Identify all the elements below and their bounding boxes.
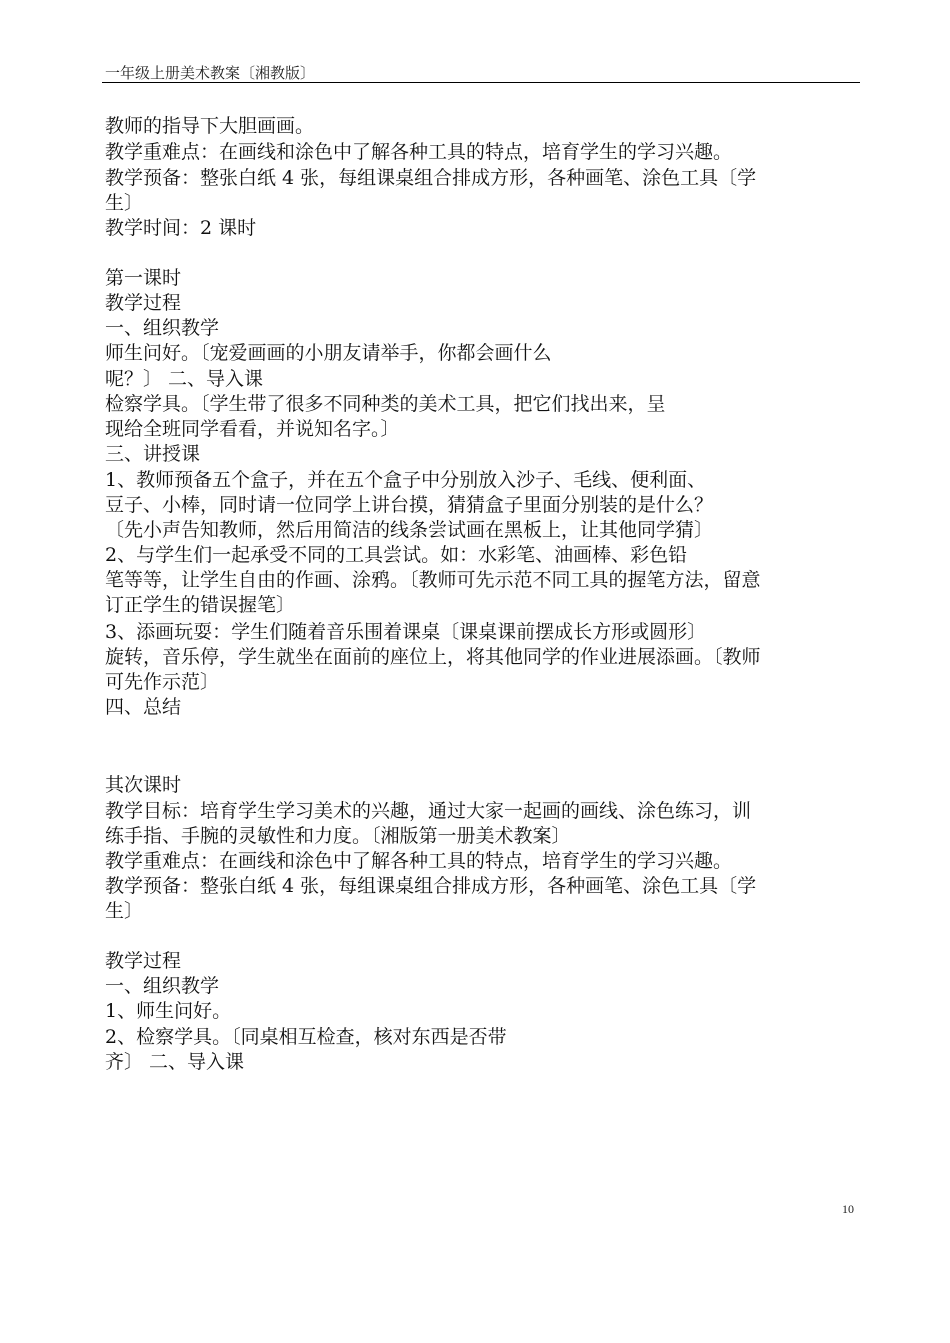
body-line: 生〕 [105, 900, 144, 922]
body-line: 1、师生问好。 [105, 1000, 232, 1022]
body-line: 生〕 [105, 192, 144, 214]
body-line: 笔等等，让学生自由的作画、涂鸦。〔教师可先示范不同工具的握笔方法，留意 [105, 569, 761, 591]
body-line: 练手指、手腕的灵敏性和力度。〔湘版第一册美术教案〕 [105, 825, 571, 847]
body-line: 3、添画玩耍：学生们随着音乐围着课桌〔课桌课前摆成长方形或圆形〕 [105, 621, 707, 643]
body-line: 三、讲授课 [105, 443, 201, 465]
body-line: 教学重难点：在画线和涂色中了解各种工具的特点，培育学生的学习兴趣。 [105, 141, 733, 163]
section-heading: 其次课时 [105, 774, 182, 796]
body-line: 师生问好。〔宠爱画画的小朋友请举手，你都会画什么 [105, 342, 552, 364]
body-line: 2、与学生们一起承受不同的工具尝试。如：水彩笔、油画棒、彩色铅 [105, 544, 688, 566]
body-line: 订正学生的错误握笔〕 [105, 594, 296, 616]
body-line: 可先作示范〕 [105, 671, 220, 693]
body-line: 2、检察学具。〔同桌相互检查，核对东西是否带 [105, 1026, 507, 1048]
body-line: 教学过程 [105, 950, 182, 972]
body-line: 教学预备：整张白纸 4 张，每组课桌组合排成方形，各种画笔、涂色工具〔学 [105, 167, 757, 189]
body-line: 教学过程 [105, 292, 182, 314]
body-line: 现给全班同学看看，并说知名字。〕 [105, 418, 400, 440]
body-line: 呢？〕 二、导入课 [105, 368, 264, 390]
body-line: 一、组织教学 [105, 317, 220, 339]
body-line: 教师的指导下大胆画画。 [105, 115, 315, 137]
body-line: 旋转，音乐停，学生就坐在面前的座位上，将其他同学的作业进展添画。〔教师 [105, 646, 761, 668]
body-line: 教学时间：2 课时 [105, 217, 257, 239]
page-number: 10 [842, 1202, 854, 1216]
header-divider [102, 82, 860, 83]
body-line: 〔先小声告知教师，然后用简洁的线条尝试画在黑板上，让其他同学猜〕 [105, 519, 714, 541]
page-header-title: 一年级上册美术教案〔湘教版〕 [105, 64, 316, 82]
body-line: 教学重难点：在画线和涂色中了解各种工具的特点，培育学生的学习兴趣。 [105, 850, 733, 872]
body-line: 教学目标：培育学生学习美术的兴趣，通过大家一起画的画线、涂色练习，训 [105, 800, 752, 822]
body-line: 豆子、小棒，同时请一位同学上讲台摸，猜猜盒子里面分别装的是什么？ [105, 494, 714, 516]
body-line: 1、教师预备五个盒子，并在五个盒子中分别放入沙子、毛线、便利面、 [105, 469, 707, 491]
body-line: 教学预备：整张白纸 4 张，每组课桌组合排成方形，各种画笔、涂色工具〔学 [105, 875, 757, 897]
body-line: 检察学具。〔学生带了很多不同种类的美术工具，把它们找出来，呈 [105, 393, 666, 415]
body-line: 一、组织教学 [105, 975, 220, 997]
body-line: 四、总结 [105, 696, 182, 718]
body-line: 齐〕 二、导入课 [105, 1051, 245, 1073]
section-heading: 第一课时 [105, 267, 182, 289]
